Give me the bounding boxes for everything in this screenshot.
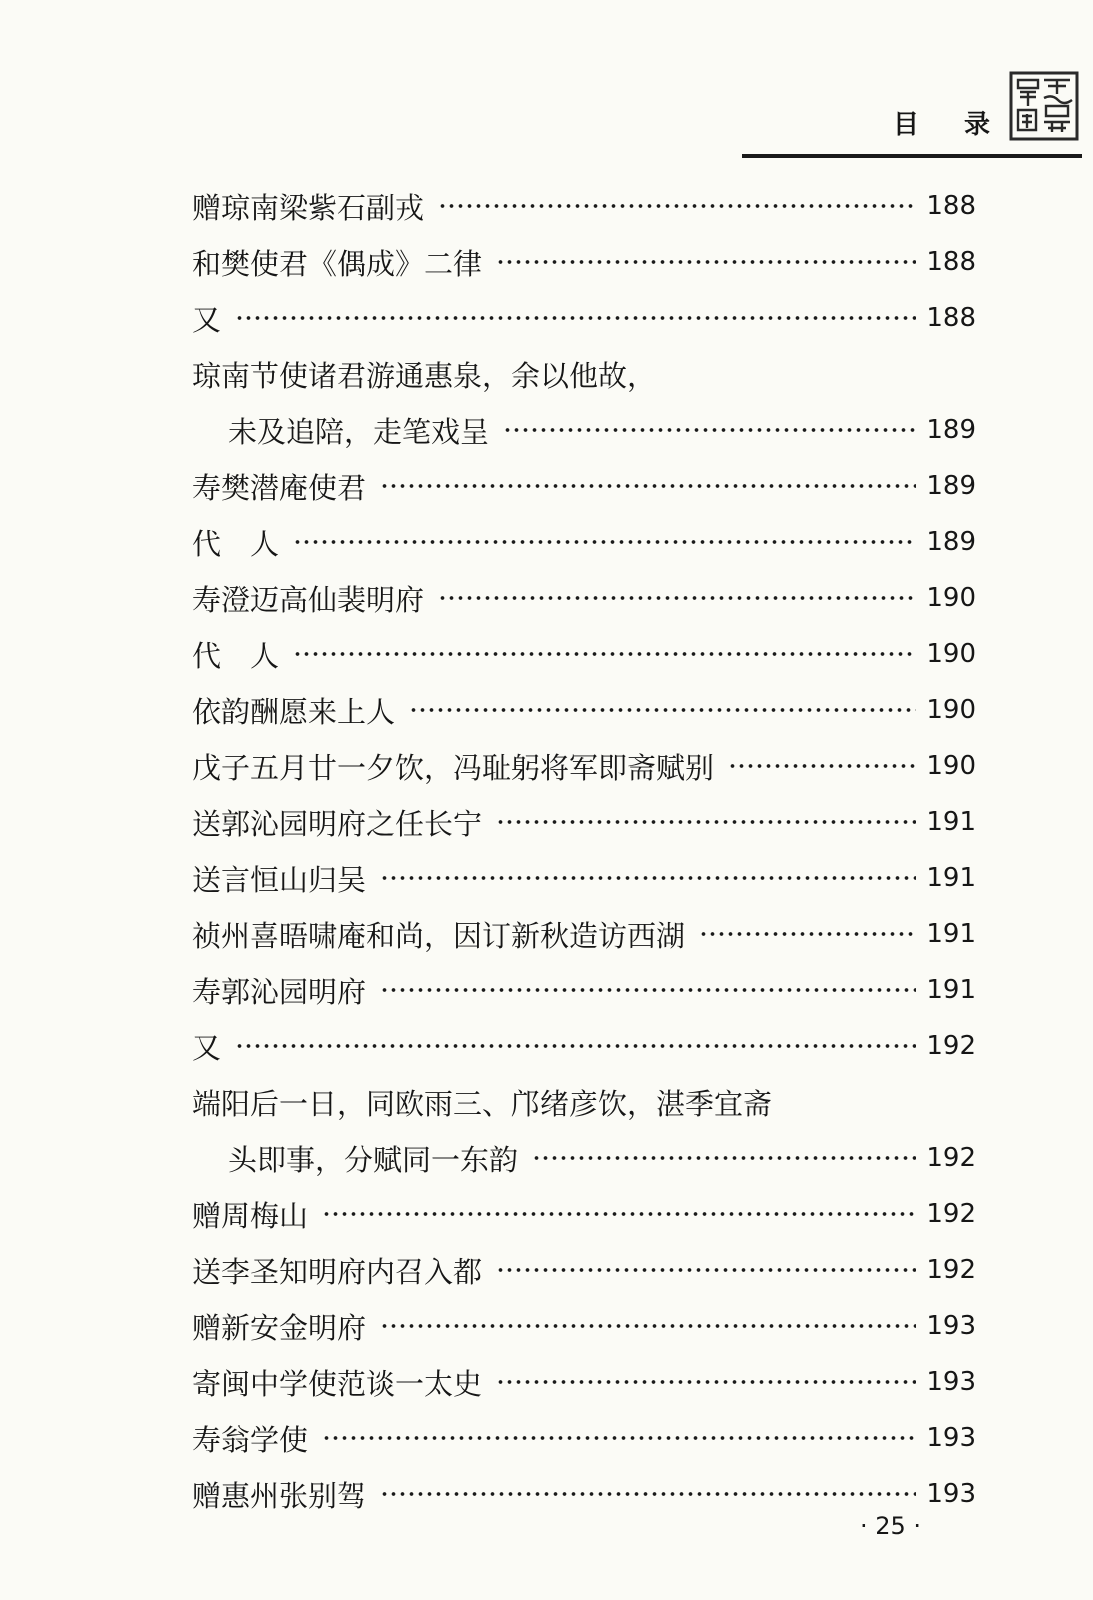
toc-entry-page: 192 <box>926 1143 976 1173</box>
dot-leader <box>380 987 916 993</box>
dot-leader <box>503 427 916 433</box>
toc-entry[interactable] <box>192 1018 976 1074</box>
toc-entry-page: 188 <box>926 247 976 277</box>
toc-entry-page: 190 <box>926 639 976 669</box>
toc-entry-title: 头即事，分赋同一东韵 <box>228 1142 519 1177</box>
toc-entry-title: 寿澄迈高仙裴明府 <box>192 582 425 617</box>
table-of-contents <box>192 178 976 1522</box>
toc-entry[interactable] <box>192 1466 976 1522</box>
dot-leader <box>293 651 916 657</box>
toc-entry-page: 189 <box>926 527 976 557</box>
toc-entry[interactable] <box>192 1186 976 1242</box>
toc-entry[interactable] <box>192 1410 976 1466</box>
toc-entry[interactable] <box>192 458 976 514</box>
toc-entry[interactable] <box>192 962 976 1018</box>
toc-entry-page: 191 <box>926 919 976 949</box>
toc-entry-title: 寄闽中学使范谈一太史 <box>192 1366 483 1401</box>
dot-leader <box>496 819 916 825</box>
dot-leader <box>728 763 916 769</box>
dot-leader <box>409 707 916 713</box>
section-title: 目 录 <box>893 110 1009 140</box>
toc-entry-title: 琼南节使诸君游通惠泉，余以他故， <box>192 358 657 393</box>
toc-entry-title: 送言恒山归吴 <box>192 862 367 897</box>
toc-entry-title: 赠新安金明府 <box>192 1310 367 1345</box>
dot-leader <box>322 1435 916 1441</box>
dot-leader <box>235 1043 916 1049</box>
toc-entry[interactable] <box>192 682 976 738</box>
toc-entry-title: 赠琼南梁紫石副戎 <box>192 190 425 225</box>
toc-entry[interactable] <box>192 570 976 626</box>
toc-entry[interactable] <box>192 290 976 346</box>
dot-leader <box>699 931 916 937</box>
toc-entry-page: 192 <box>926 1255 976 1285</box>
toc-entry[interactable] <box>192 738 976 794</box>
toc-entry-page: 191 <box>926 807 976 837</box>
toc-entry-page: 189 <box>926 471 976 501</box>
toc-entry[interactable] <box>192 178 976 234</box>
toc-entry-title: 代 人 <box>192 526 280 561</box>
toc-entry-title: 送郭沁园明府之任长宁 <box>192 806 483 841</box>
dot-leader <box>532 1155 916 1161</box>
toc-entry-title: 未及追陪，走笔戏呈 <box>228 414 490 449</box>
toc-entry-page: 193 <box>926 1311 976 1341</box>
dot-leader <box>322 1211 916 1217</box>
toc-entry-title: 依韵酬愿来上人 <box>192 694 396 729</box>
toc-entry-title: 又 <box>192 302 222 337</box>
toc-entry-title: 寿翁学使 <box>192 1422 309 1457</box>
toc-entry-page: 190 <box>926 583 976 613</box>
toc-entry-first-line[interactable] <box>192 1074 976 1130</box>
toc-entry-page: 192 <box>926 1199 976 1229</box>
dot-leader <box>380 1323 916 1329</box>
toc-entry-title: 赠周梅山 <box>192 1198 309 1233</box>
toc-entry[interactable] <box>192 626 976 682</box>
header-rule <box>742 154 1082 158</box>
toc-entry-page: 193 <box>926 1479 976 1509</box>
dot-leader <box>380 875 916 881</box>
dot-leader <box>438 203 916 209</box>
toc-entry-title: 寿郭沁园明府 <box>192 974 367 1009</box>
toc-entry[interactable] <box>192 794 976 850</box>
toc-entry-title: 和樊使君《偶成》二律 <box>192 246 483 281</box>
page-number: · 25 · <box>860 1512 922 1540</box>
toc-entry[interactable] <box>192 1354 976 1410</box>
toc-entry-first-line[interactable] <box>192 346 976 402</box>
dot-leader <box>235 315 916 321</box>
dot-leader <box>380 483 916 489</box>
dot-leader <box>496 1379 916 1385</box>
toc-entry-page: 193 <box>926 1423 976 1453</box>
toc-entry-page: 191 <box>926 975 976 1005</box>
toc-entry-page: 190 <box>926 695 976 725</box>
toc-entry[interactable] <box>192 906 976 962</box>
toc-entry-page: 188 <box>926 191 976 221</box>
toc-entry[interactable] <box>192 234 976 290</box>
toc-entry-continuation[interactable] <box>192 1130 976 1186</box>
toc-entry-title: 端阳后一日，同欧雨三、邝绪彦饮，湛季宜斋 <box>192 1086 773 1121</box>
dot-leader <box>380 1491 916 1497</box>
toc-entry-title: 寿樊潜庵使君 <box>192 470 367 505</box>
dot-leader <box>293 539 916 545</box>
toc-entry-title: 送李圣知明府内召入都 <box>192 1254 483 1289</box>
toc-entry-page: 188 <box>926 303 976 333</box>
dot-leader <box>496 1267 916 1273</box>
dot-leader <box>496 259 916 265</box>
toc-entry[interactable] <box>192 1242 976 1298</box>
toc-entry[interactable] <box>192 514 976 570</box>
toc-entry-title: 又 <box>192 1030 222 1065</box>
toc-entry-page: 191 <box>926 863 976 893</box>
dot-leader <box>438 595 916 601</box>
toc-entry-title: 代 人 <box>192 638 280 673</box>
toc-entry-continuation[interactable] <box>192 402 976 458</box>
toc-entry-page: 189 <box>926 415 976 445</box>
toc-entry-page: 192 <box>926 1031 976 1061</box>
toc-entry-title: 祯州喜晤啸庵和尚，因订新秋造访西湖 <box>192 918 686 953</box>
seal-stamp-icon <box>1008 70 1080 142</box>
toc-entry[interactable] <box>192 1298 976 1354</box>
toc-entry[interactable] <box>192 850 976 906</box>
toc-entry-title: 戊子五月廿一夕饮，冯耻躬将军即斋赋别 <box>192 750 715 785</box>
toc-entry-page: 193 <box>926 1367 976 1397</box>
toc-entry-page: 190 <box>926 751 976 781</box>
toc-entry-title: 赠惠州张别驾 <box>192 1478 367 1513</box>
